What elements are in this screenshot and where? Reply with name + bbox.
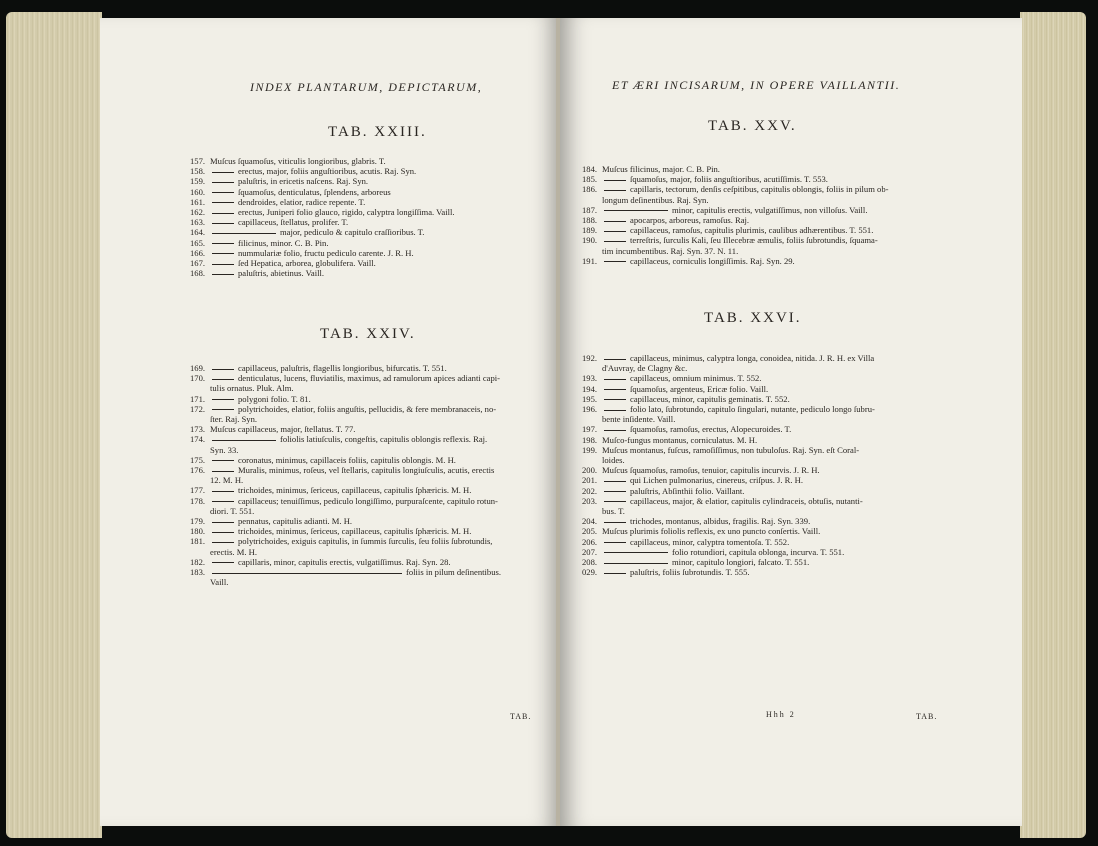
entry-number: 179.	[190, 516, 206, 527]
ditto-rule	[212, 182, 234, 183]
entry-text: capillaceus, minor, calyptra tomentoſa. T. 552.	[630, 536, 790, 547]
entry-body	[210, 176, 368, 186]
entry-number: 176.	[190, 465, 206, 476]
index-entry	[190, 567, 540, 577]
ditto-rule	[212, 440, 276, 441]
ditto-rule	[604, 389, 626, 390]
ditto-rule	[212, 172, 234, 173]
index-entry	[190, 526, 540, 536]
entry-number: 200.	[582, 465, 598, 476]
section-heading-tab-xxvi: TAB. XXVI.	[704, 310, 802, 326]
entry-body	[210, 248, 414, 258]
entry-body	[210, 496, 498, 506]
entry-number: 198.	[582, 434, 598, 445]
entry-text: Muralis, minimus, roſeus, vel ſtellaris, capitulis longiuſculis, acutis, erectis	[238, 465, 495, 476]
index-entry	[582, 174, 962, 184]
entry-number: 029.	[582, 567, 598, 578]
entry-text: folio rotundiori, capitula oblonga, incurva. T. 551.	[672, 546, 845, 557]
index-entry	[190, 227, 540, 237]
ditto-rule	[604, 180, 626, 181]
ditto-rule	[604, 261, 626, 262]
ditto-rule	[212, 379, 234, 380]
entry-body	[602, 184, 889, 194]
entry-text: ſed Hepatica, arborea, globulifera. Vaill.	[238, 258, 376, 269]
entry-body	[210, 424, 355, 434]
index-entry	[582, 486, 962, 496]
ditto-rule	[604, 430, 626, 431]
entry-text: capillaceus, ſtellatus, prolifer. T.	[238, 217, 349, 228]
ditto-rule	[212, 532, 234, 533]
entry-continuation: Vaill.	[210, 577, 229, 588]
entry-text: pennatus, capitulis adianti. M. H.	[238, 516, 353, 527]
index-entry	[190, 156, 540, 166]
entry-body	[602, 547, 844, 557]
index-entry	[582, 215, 962, 225]
ditto-rule	[604, 410, 626, 411]
right-running-head: ET ÆRI INCISARUM, IN OPERE VAILLANTII.	[612, 78, 901, 92]
entry-text: paluſtris, in ericetis naſcens. Raj. Syn.	[238, 176, 369, 187]
entry-body	[602, 384, 768, 394]
entry-number: 162.	[190, 207, 206, 218]
ditto-rule	[604, 481, 626, 482]
entry-continuation: bente inſidente. Vaill.	[602, 414, 676, 425]
left-catchword: TAB.	[510, 712, 532, 721]
entry-text: terreſtris, ſurculis Kali, ſeu Illecebræ æmulis, foliis ſubrotundis, ſquama-	[630, 235, 878, 246]
entry-number: 202.	[582, 485, 598, 496]
entry-text: ſquamoſus, major, foliis anguſtioribus, acutiſſimis. T. 553.	[630, 174, 828, 185]
entry-number: 170.	[190, 373, 206, 384]
entry-text: nummulariæ folio, fructu pediculo carente. J. R. H.	[238, 247, 414, 258]
entry-body	[210, 227, 424, 237]
entry-number: 186.	[582, 184, 598, 195]
entry-text: foliis in pilum deſinentibus.	[406, 567, 502, 578]
entry-list-tab-xxiv	[190, 363, 540, 587]
index-entry	[190, 176, 540, 186]
index-entry	[582, 435, 962, 445]
entry-continuation: loides.	[602, 455, 625, 466]
entry-text: capillaris, tectorum, denſis ceſpitibus, capitulis oblongis, foliis in pilum ob-	[630, 184, 889, 195]
entry-number: 187.	[582, 204, 598, 215]
entry-text: capillaceus, minimus, calyptra longa, conoidea, nitida. J. R. H. ex Villa	[630, 353, 875, 363]
entry-body	[210, 465, 494, 475]
index-entry	[582, 373, 962, 383]
index-entry	[190, 424, 540, 434]
entry-text: capillaceus, major, & elatior, capitulis cylindraceis, obtuſis, nutanti-	[630, 495, 863, 506]
entry-body	[210, 268, 324, 278]
entry-body	[210, 394, 311, 404]
index-entry	[190, 363, 540, 373]
index-entry	[582, 557, 962, 567]
entry-number: 204.	[582, 516, 598, 527]
entry-body	[210, 258, 376, 268]
ditto-rule	[212, 253, 234, 254]
entry-body	[602, 557, 809, 567]
entry-number: 163.	[190, 217, 206, 228]
entry-text: qui Lichen pulmonarius, cinereus, criſpus. J. R. H.	[630, 475, 804, 486]
entry-list-tab-xxvi	[582, 353, 962, 577]
entry-text: Muſcus plurimis foliolis reflexis, ex uno puncto conſertis. Vaill.	[602, 526, 821, 537]
entry-text: erectus, major, foliis anguſtioribus, acutis. Raj. Syn.	[238, 166, 417, 177]
index-entry	[190, 217, 540, 227]
entry-list-tab-xxv	[582, 164, 962, 266]
ditto-rule	[604, 359, 626, 360]
ditto-rule	[604, 522, 626, 523]
entry-body	[210, 217, 348, 227]
entry-number: 173.	[190, 424, 206, 435]
index-entry	[190, 455, 540, 465]
entry-text: dendroides, elatior, radice repente. T.	[238, 196, 366, 207]
entry-number: 205.	[582, 526, 598, 537]
index-entry	[582, 526, 962, 536]
entry-continuation: 12. M. H.	[210, 475, 244, 486]
ditto-rule	[212, 243, 234, 244]
entry-body	[602, 164, 720, 174]
ditto-rule	[604, 190, 626, 191]
entry-body	[602, 567, 750, 577]
entry-text: Muſcus ſquamoſus, viticulis longioribus, glabris. T.	[210, 156, 386, 166]
entry-body	[210, 516, 352, 526]
entry-number: 208.	[582, 557, 598, 568]
ditto-rule	[212, 460, 234, 461]
index-entry	[190, 268, 540, 278]
entry-number: 181.	[190, 536, 206, 547]
entry-text: ſquamoſus, argenteus, Ericæ folio. Vaill.	[630, 383, 769, 394]
ditto-rule	[604, 491, 626, 492]
entry-number: 159.	[190, 176, 206, 187]
entry-continuation: d'Auvray, de Clagny &c.	[602, 363, 688, 374]
entry-body	[602, 486, 744, 496]
entry-text: foliolis latiuſculis, congeſtis, capitulis oblongis reflexis. Raj.	[280, 434, 488, 445]
entry-body	[602, 404, 875, 414]
index-entry	[582, 205, 962, 215]
entry-text: capillaceus, ramoſus, capitulis plurimis, caulibus adhærentibus. T. 551.	[630, 225, 874, 236]
entry-number: 164.	[190, 227, 206, 238]
entry-body	[210, 567, 501, 577]
index-entry	[190, 485, 540, 495]
entry-number: 180.	[190, 526, 206, 537]
entry-body	[210, 455, 456, 465]
index-entry	[582, 537, 962, 547]
ditto-rule	[604, 241, 626, 242]
entry-continuation: diori. T. 551.	[210, 505, 255, 516]
index-entry	[582, 235, 962, 245]
entry-text: polytrichoides, exiguis capitulis, in ſummis ſurculis, ſeu foliis ſubrotundis,	[238, 536, 493, 547]
ditto-rule	[604, 231, 626, 232]
entry-body	[602, 526, 820, 536]
ditto-rule	[604, 221, 626, 222]
entry-body	[210, 207, 455, 217]
entry-body	[210, 187, 391, 197]
entry-text: erectus, Juniperi folio glauco, rigido, calyptra longiſſima. Vaill.	[238, 207, 455, 218]
entry-number: 161.	[190, 196, 206, 207]
entry-body	[602, 445, 859, 455]
entry-list-tab-xxiii	[190, 156, 540, 278]
entry-number: 167.	[190, 258, 206, 269]
entry-number: 193.	[582, 373, 598, 384]
entry-text: Muſco-fungus montanus, corniculatus. M. H.	[602, 434, 758, 445]
entry-body	[602, 235, 878, 245]
entry-number: 183.	[190, 567, 206, 578]
entry-number: 172.	[190, 403, 206, 414]
index-entry	[582, 516, 962, 526]
ditto-rule	[604, 379, 626, 380]
ditto-rule	[212, 264, 234, 265]
index-entry	[190, 516, 540, 526]
index-entry	[582, 424, 962, 434]
entry-text: ſquamoſus, ramoſus, erectus, Alopecuroides. T.	[630, 424, 792, 435]
entry-text: filicinus, minor. C. B. Pin.	[238, 237, 329, 248]
ditto-rule	[212, 202, 234, 203]
entry-body	[602, 225, 873, 235]
index-entry	[582, 225, 962, 235]
index-entry	[582, 384, 962, 394]
index-entry	[190, 434, 540, 444]
entry-body	[210, 536, 492, 546]
index-entry	[582, 353, 962, 363]
entry-number: 171.	[190, 393, 206, 404]
entry-text: Muſcus filicinus, major. C. B. Pin.	[602, 164, 720, 174]
entry-body	[210, 373, 500, 383]
index-entry	[190, 465, 540, 475]
right-page	[560, 18, 1022, 826]
left-page-edges	[6, 12, 102, 838]
ditto-rule	[604, 563, 668, 564]
entry-continuation: erectis. M. H.	[210, 546, 258, 557]
index-entry	[582, 404, 962, 414]
index-entry	[190, 394, 540, 404]
entry-continuation: longum deſinentibus. Raj. Syn.	[602, 194, 709, 205]
entry-text: capillaceus, minor, capitulis geminatis. T. 552.	[630, 393, 790, 404]
entry-number: 184.	[582, 164, 598, 174]
index-entry	[190, 248, 540, 258]
index-entry	[190, 258, 540, 268]
entry-text: apocarpos, arboreus, ramoſus. Raj.	[630, 215, 750, 226]
entry-text: minor, capitulo longiori, falcato. T. 551.	[672, 557, 810, 568]
ditto-rule	[212, 562, 234, 563]
entry-number: 157.	[190, 156, 206, 166]
index-entry	[582, 394, 962, 404]
entry-number: 168.	[190, 268, 206, 279]
entry-number: 192.	[582, 353, 598, 363]
index-entry	[582, 475, 962, 485]
entry-text: minor, capitulis erectis, vulgatiſſimus, non villoſus. Vaill.	[672, 204, 868, 215]
entry-text: ſquamoſus, denticulatus, ſplendens, arboreus	[238, 186, 391, 197]
ditto-rule	[212, 522, 234, 523]
section-heading-tab-xxiv: TAB. XXIV.	[320, 326, 416, 342]
entry-number: 158.	[190, 166, 206, 177]
entry-text: trichoides, minimus, ſericeus, capillaceus, capitulis ſphæricis. M. H.	[238, 526, 472, 537]
left-page	[100, 18, 560, 826]
ditto-rule	[212, 233, 276, 234]
index-entry	[190, 197, 540, 207]
entry-body	[210, 485, 471, 495]
index-entry	[582, 256, 962, 266]
entry-text: polytrichoides, elatior, foliis anguſtis, pellucidis, & fere membranaceis, no-	[238, 403, 497, 414]
entry-number: 207.	[582, 546, 598, 557]
entry-text: capillaceus, omnium minimus. T. 552.	[630, 373, 762, 384]
index-entry	[190, 404, 540, 414]
index-entry	[190, 166, 540, 176]
entry-number: 206.	[582, 536, 598, 547]
entry-text: paluſtris, abietinus. Vaill.	[238, 268, 325, 279]
entry-text: coronatus, minimus, capillaceis foliis, capitulis oblongis. M. H.	[238, 454, 456, 465]
entry-number: 191.	[582, 255, 598, 266]
ditto-rule	[212, 223, 234, 224]
index-entry	[190, 187, 540, 197]
entry-body	[210, 238, 328, 248]
entry-number: 165.	[190, 237, 206, 248]
entry-body	[602, 465, 820, 475]
entry-body	[210, 434, 487, 444]
ditto-rule	[212, 542, 234, 543]
signature-mark: Hhh 2	[766, 710, 796, 719]
entry-body	[210, 156, 386, 166]
entry-text: trichoides, minimus, ſericeus, capillaceus, capitulis ſphæricis. M. H.	[238, 485, 472, 496]
entry-body	[602, 475, 803, 485]
ditto-rule	[604, 210, 668, 211]
ditto-rule	[604, 399, 626, 400]
ditto-rule	[212, 471, 234, 472]
ditto-rule	[212, 491, 234, 492]
entry-number: 196.	[582, 404, 598, 415]
ditto-rule	[212, 409, 234, 410]
entry-number: 178.	[190, 495, 206, 506]
entry-text: capillaceus, corniculis longiſſimis. Raj. Syn. 29.	[630, 255, 795, 266]
entry-text: paluſtris, foliis ſubrotundis. T. 555.	[630, 567, 750, 578]
index-entry	[582, 567, 962, 577]
ditto-rule	[604, 501, 626, 502]
index-entry	[582, 496, 962, 506]
index-entry	[582, 547, 962, 557]
entry-body	[210, 557, 451, 567]
entry-number: 194.	[582, 383, 598, 394]
ditto-rule	[604, 542, 626, 543]
entry-body	[602, 537, 789, 547]
index-entry	[582, 445, 962, 455]
index-entry	[190, 238, 540, 248]
ditto-rule	[212, 274, 234, 275]
index-entry	[190, 496, 540, 506]
ditto-rule	[604, 552, 668, 553]
entry-body	[602, 424, 791, 434]
entry-number: 182.	[190, 556, 206, 567]
entry-number: 195.	[582, 393, 598, 404]
entry-text: paluſtris, Abſinthii folio. Vaillant.	[630, 485, 745, 496]
entry-number: 188.	[582, 215, 598, 226]
left-running-head: INDEX PLANTARUM, DEPICTARUM,	[250, 80, 483, 94]
entry-number: 190.	[582, 235, 598, 246]
entry-number: 160.	[190, 186, 206, 197]
entry-number: 177.	[190, 485, 206, 496]
entry-body	[602, 215, 749, 225]
entry-body	[602, 496, 863, 506]
section-heading-tab-xxiii: TAB. XXIII.	[328, 124, 427, 140]
entry-continuation: tim incumbentibus. Raj. Syn. 37. N. 11.	[602, 245, 739, 256]
right-page-edges	[1020, 12, 1086, 838]
ditto-rule	[212, 369, 234, 370]
entry-body	[210, 363, 447, 373]
entry-continuation: ſter. Raj. Syn.	[210, 414, 258, 425]
entry-body	[210, 166, 416, 176]
entry-continuation: bus. T.	[602, 506, 625, 517]
entry-number: 199.	[582, 444, 598, 455]
right-catchword: TAB.	[916, 712, 938, 721]
entry-text: Muſcus montanus, fuſcus, ramoſiſſimus, non tubuloſus. Raj. Syn. eſt Coral-	[602, 444, 860, 455]
entry-number: 169.	[190, 363, 206, 373]
entry-body	[602, 435, 757, 445]
entry-body	[602, 256, 795, 266]
index-entry	[582, 465, 962, 475]
index-entry	[582, 184, 962, 194]
entry-body	[602, 353, 874, 363]
entry-body	[210, 404, 496, 414]
ditto-rule	[212, 573, 402, 574]
entry-number: 175.	[190, 454, 206, 465]
entry-continuation: tulis ornatus. Pluk. Alm.	[210, 383, 294, 394]
index-entry	[190, 536, 540, 546]
entry-body	[602, 394, 790, 404]
entry-continuation: Syn. 33.	[210, 444, 239, 455]
entry-text: polygoni folio. T. 81.	[238, 393, 311, 404]
ditto-rule	[212, 213, 234, 214]
entry-number: 201.	[582, 475, 598, 486]
entry-text: capillaris, minor, capitulis erectis, vulgatiſſimus. Raj. Syn. 28.	[238, 556, 451, 567]
entry-body	[602, 205, 867, 215]
entry-number: 166.	[190, 247, 206, 258]
entry-body	[210, 197, 365, 207]
entry-body	[602, 174, 828, 184]
entry-text: major, pediculo & capitulo craſſioribus. T.	[280, 227, 425, 238]
entry-body	[210, 526, 471, 536]
entry-text: trichodes, montanus, albidus, fragilis. Raj. Syn. 339.	[630, 516, 811, 527]
entry-body	[602, 516, 810, 526]
entry-text: denticulatus, lucens, fluviatilis, maximus, ad ramulorum apices adianti capi-	[238, 373, 501, 384]
ditto-rule	[212, 192, 234, 193]
entry-number: 197.	[582, 424, 598, 435]
index-entry	[582, 164, 962, 174]
entry-number: 174.	[190, 434, 206, 445]
section-heading-tab-xxv: TAB. XXV.	[708, 118, 797, 134]
entry-text: Muſcus ſquamoſus, ramoſus, tenuior, capitulis incurvis. J. R. H.	[602, 465, 820, 476]
index-entry	[190, 373, 540, 383]
entry-number: 185.	[582, 174, 598, 185]
ditto-rule	[212, 501, 234, 502]
entry-body	[602, 373, 761, 383]
entry-text: capillaceus; tenuiſſimus, pediculo longiſſimo, purpuraſcente, capitulo rotun-	[238, 495, 498, 506]
ditto-rule	[604, 573, 626, 574]
ditto-rule	[212, 399, 234, 400]
index-entry	[190, 207, 540, 217]
entry-text: capillaceus, paluſtris, flagellis longioribus, bifurcatis. T. 551.	[238, 363, 447, 373]
entry-number: 203.	[582, 495, 598, 506]
index-entry	[190, 557, 540, 567]
entry-text: folio lato, ſubrotundo, capitulo ſingulari, nutante, pediculo longo ſubru-	[630, 404, 875, 415]
entry-text: Muſcus capillaceus, major, ſtellatus. T. 77.	[210, 424, 356, 435]
entry-number: 189.	[582, 225, 598, 236]
